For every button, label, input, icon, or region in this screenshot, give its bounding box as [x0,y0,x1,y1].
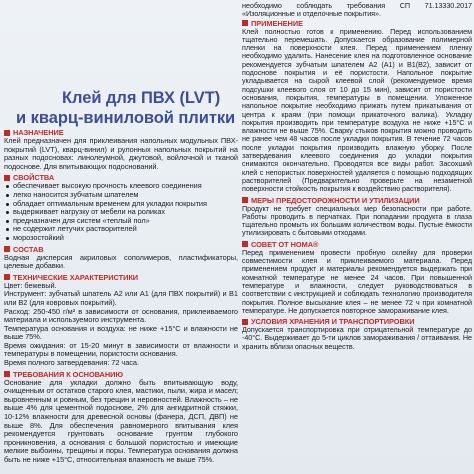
section-base-requirements [4,370,238,465]
bullet-icon [6,237,9,240]
bullet-icon [6,185,9,188]
section-purpose [4,128,238,171]
section-marker-icon [242,197,248,203]
list-item: не содержит летучих растворителей [4,225,238,234]
list-item: обладает оптимальным временем для укладки покрытия [4,200,238,209]
section-heading: СОСТАВ [13,244,44,254]
spec-line: Расход: 250-450 г/м² в зависимости от основания, приклеиваемого материала и используемого инструмента. [4,306,238,325]
list-item: обеспечивает высокую прочность клеевого соединения [4,182,238,191]
section-text: Продукт не требует специальных мер безопасности при работе. Работы проводить в перчатках. При попадании продукта в глаза тщательно промыть их большим количеством воды. Пустые ёмкости утилизировать с бытовыми отходами. [242,203,472,238]
section-specs [4,273,238,368]
section-marker-icon [242,241,248,247]
list-item: легко наносится зубчатым шпателем [4,191,238,200]
list-item: морозостойкий [4,234,238,243]
properties-list [4,182,238,242]
bullet-icon [6,228,9,231]
spec-line: Инструмент: зубчатый шпатель A2 или A1 (для ПВХ покрытий) и B1 или B2 (для ковровых покрытий). [4,289,238,307]
section-text: Водная дисперсия акриловых сополимеров, пластификаторы, целевые добавки. [4,252,238,271]
title-line-1: Клей для ПВХ (LVT) [62,89,221,107]
spec-line: Цвет: бежевый. [4,280,57,290]
section-marker-icon [4,130,10,136]
section-properties [4,173,238,242]
section-text: необходимо соблюдать требования СП 71.13330.2017 «Изоляционные и отделочные покрытия». [242,1,472,19]
section-text: Клей полностью готов к применению. Перед использованием тщательно перемешать. Допускается образование полимерной пленки на поверхности клея. Перед применением пленку необходимо удалить. Нанесение клея на подготовленное основание рекомендуется зубчатым шпателем A2 (A1) и B1(B2), зависит от подоснове покрытия и её пористости. Напольное покрытие укладывается на сырой клеевой слой (рекомендуемое время подсушки клеевого слоя от 10 до 15 мин), зависит от пористости основания, покрытия, температуры в помещении. Уложенное напольное покрытие необходимо прижать путем прикатывания от центра к краям (при помощи прикаточного валика). Укладку покрытия производить при температуре воздуха не ниже +15°С и влажности не выше 75%. Сварку стыков покрытия можно проводить не ранее чем 48 часов после укладки покрытия. В течение 72 часов после укладки покрытия производить влажную уборку. После затвердевания клеевого соединения до укладки покрытия снимаются окончательно. Проводятся все виды работ. Засохший клей с непористых поверхностей удаляется с помощью подходящих растворителей (Предварительно проверьте на незаметной поверхности стойкость покрытия к воздействию растворителя). [242,26,472,194]
section-heading: СОВЕТ ОТ HOMA® [251,239,319,249]
spec-line: Время полного затвердевания: 72 часа. [4,358,139,368]
section-heading: ТЕХНИЧЕСКИЕ ХАРАКТЕРИСТИКИ [13,272,139,282]
section-heading: УСЛОВИЯ ХРАНЕНИЯ И ТРАНСПОРТИРОВКИ [251,317,415,327]
title-line-2: и кварц-виниловой плитки [16,109,236,127]
bullet-icon [6,211,9,214]
section-storage [242,317,472,351]
section-marker-icon [4,371,10,377]
section-heading: ТРЕБОВАНИЯ К ОСНОВАНИЮ [13,369,123,379]
section-heading: МЕРЫ ПРЕДОСТОРОЖНОСТИ И УТИЛИЗАЦИИ [251,195,420,205]
section-heading: СВОЙСТВА [13,173,55,183]
right-top [242,2,472,353]
section-marker-icon [4,246,10,252]
section-text: Перед применением провести пробную склейку для проверки совместимости клея и приклеиваемого материала. Перед применением продукт и материалы рекомендуется выдержать при комнатной температуре не менее 24 часов. При повышенной температуре и влажности, следует руководствоваться в соответствии с инструкцией и соблюдать технологию производителя покрытия. Полное высыхание клея – не менее 72 ч при комнатной температуре. Не допускается повторное замораживание клея. [242,247,472,315]
section-marker-icon [4,274,10,280]
list-item: предназначен для систем «теплый пол» [4,217,238,226]
section-text: Допускается транспортировка при отрицательной температуре до -40°С. Выдерживает до 5-ти циклов замораживания / оттаивания. Не хранить вблизи опасных веществ. [242,325,472,351]
section-marker-icon [242,319,248,325]
section-heading: НАЗНАЧЕНИЕ [13,128,64,137]
left-body [4,128,238,467]
spec-line: Температура основания и воздуха: не ниже +15°С и влажности не выше 75%. [4,323,238,342]
section-heading: ПРИМЕНЕНИЕ [251,18,303,28]
product-title [16,88,238,128]
section-text: Основание для укладки должно быть впитывающую воду, очищенным от остатков старого клея, мастики, пыли, жира и масел; выровненным и ровным, без трещин и неровностей. Влажность – не выше 4% для цементной подоснове, 2% для ангидритной стяжки, 10-12% влажности для древесной основы (фанера, ДСП, ДВП) не выше 8%. Для обеспечения равномерного впитывания клея рекомендуется грунтовать основание грунтом глубокого проникновения, а основания с большой пористостью и имеющие мелкие выбоины, трещины и поры. Температура основания должна быть не ниже +15°С, относительная влажность не выше 75%. [4,377,238,464]
section-advice [242,240,472,315]
bullet-icon [6,203,9,206]
section-application [242,19,472,194]
spec-line: Время ожидания: от 15-20 минут в зависимости от влажности и температуры в помещении, пористости основания. [4,340,238,359]
left-column [4,0,238,474]
section-composition [4,245,238,271]
list-item: выдерживает нагрузку от мебели на роликах [4,208,238,217]
right-column [242,0,472,474]
bullet-icon [6,220,9,223]
section-safety [242,196,472,238]
section-marker-icon [4,175,10,181]
section-text: Клей предназначен для приклеивания напольных модульных ПВХ-покрытий (LVT), кварц-винил) и рулонных напольных покрытий на разных подосновах: линолеумной, джутовой, войлочной и тканой подоснове. Для впитывающих подоснований. [4,136,238,171]
section-marker-icon [242,20,248,26]
bullet-icon [6,194,9,197]
